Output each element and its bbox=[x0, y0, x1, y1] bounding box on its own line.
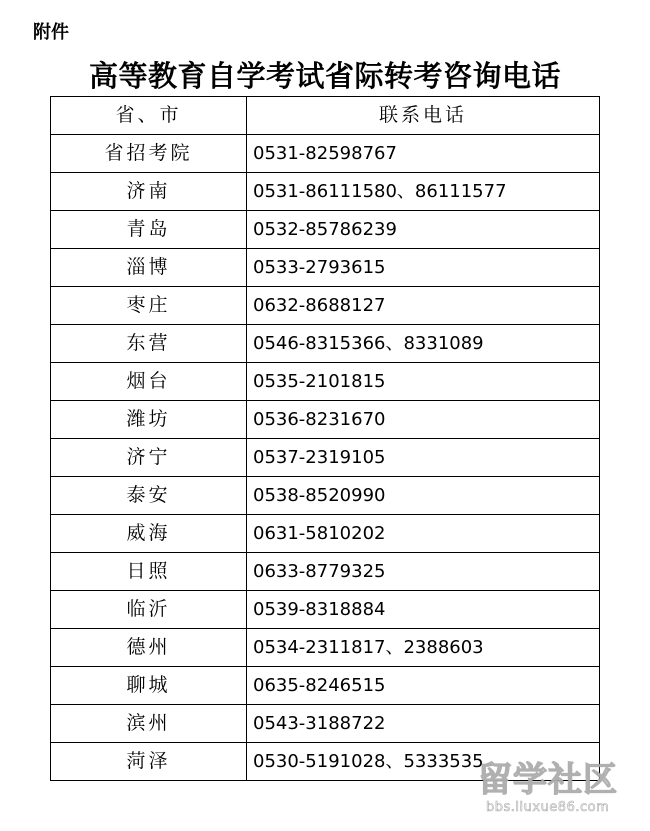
region-cell: 济宁 bbox=[51, 439, 247, 477]
table-header bbox=[51, 97, 600, 135]
phone-column-header: 联系电话 bbox=[247, 97, 600, 135]
phone-cell: 0532-85786239 bbox=[247, 211, 600, 249]
region-column-header: 省、市 bbox=[51, 97, 247, 135]
phone-cell: 0536-8231670 bbox=[247, 401, 600, 439]
phone-cell: 0535-2101815 bbox=[247, 363, 600, 401]
table-row bbox=[51, 363, 600, 401]
phone-cell: 0632-8688127 bbox=[247, 287, 600, 325]
table-row bbox=[51, 667, 600, 705]
table-row bbox=[51, 629, 600, 667]
region-cell: 淄博 bbox=[51, 249, 247, 287]
phone-cell: 0531-82598767 bbox=[247, 135, 600, 173]
region-cell: 潍坊 bbox=[51, 401, 247, 439]
region-cell: 泰安 bbox=[51, 477, 247, 515]
table-row bbox=[51, 325, 600, 363]
region-cell: 青岛 bbox=[51, 211, 247, 249]
table-body bbox=[51, 135, 600, 781]
phone-cell: 0533-2793615 bbox=[247, 249, 600, 287]
watermark-url: bbs.liuxue86.com bbox=[486, 800, 610, 815]
attachment-label: 附件 bbox=[33, 22, 69, 43]
table-row bbox=[51, 249, 600, 287]
phone-cell: 0538-8520990 bbox=[247, 477, 600, 515]
region-cell: 威海 bbox=[51, 515, 247, 553]
phone-cell: 0543-3188722 bbox=[247, 705, 600, 743]
region-cell: 济南 bbox=[51, 173, 247, 211]
region-cell: 东营 bbox=[51, 325, 247, 363]
table-row bbox=[51, 135, 600, 173]
phone-cell: 0534-2311817、2388603 bbox=[247, 629, 600, 667]
phone-cell: 0546-8315366、8331089 bbox=[247, 325, 600, 363]
table-row bbox=[51, 515, 600, 553]
region-cell: 菏泽 bbox=[51, 743, 247, 781]
document-title: 高等教育自学考试省际转考咨询电话 bbox=[88, 59, 561, 93]
region-cell: 枣庄 bbox=[51, 287, 247, 325]
phone-cell: 0635-8246515 bbox=[247, 667, 600, 705]
phone-cell: 0633-8779325 bbox=[247, 553, 600, 591]
table-row bbox=[51, 553, 600, 591]
region-cell: 德州 bbox=[51, 629, 247, 667]
table-row bbox=[51, 743, 600, 781]
table-row bbox=[51, 173, 600, 211]
table-row bbox=[51, 705, 600, 743]
region-cell: 聊城 bbox=[51, 667, 247, 705]
table-row bbox=[51, 287, 600, 325]
region-cell: 烟台 bbox=[51, 363, 247, 401]
table-row bbox=[51, 439, 600, 477]
table-row bbox=[51, 211, 600, 249]
phone-cell: 0537-2319105 bbox=[247, 439, 600, 477]
region-cell: 日照 bbox=[51, 553, 247, 591]
region-cell: 省招考院 bbox=[51, 135, 247, 173]
table-header-row bbox=[51, 97, 600, 135]
watermark-logo-text: 留学社区 bbox=[478, 760, 618, 800]
region-cell: 滨州 bbox=[51, 705, 247, 743]
region-cell: 临沂 bbox=[51, 591, 247, 629]
phone-cell: 0539-8318884 bbox=[247, 591, 600, 629]
contact-table bbox=[50, 96, 600, 781]
phone-cell: 0531-86111580、86111577 bbox=[247, 173, 600, 211]
phone-cell: 0631-5810202 bbox=[247, 515, 600, 553]
phone-cell: 0530-5191028、5333535 bbox=[247, 743, 600, 781]
table-row bbox=[51, 591, 600, 629]
table-row bbox=[51, 477, 600, 515]
table-row bbox=[51, 401, 600, 439]
